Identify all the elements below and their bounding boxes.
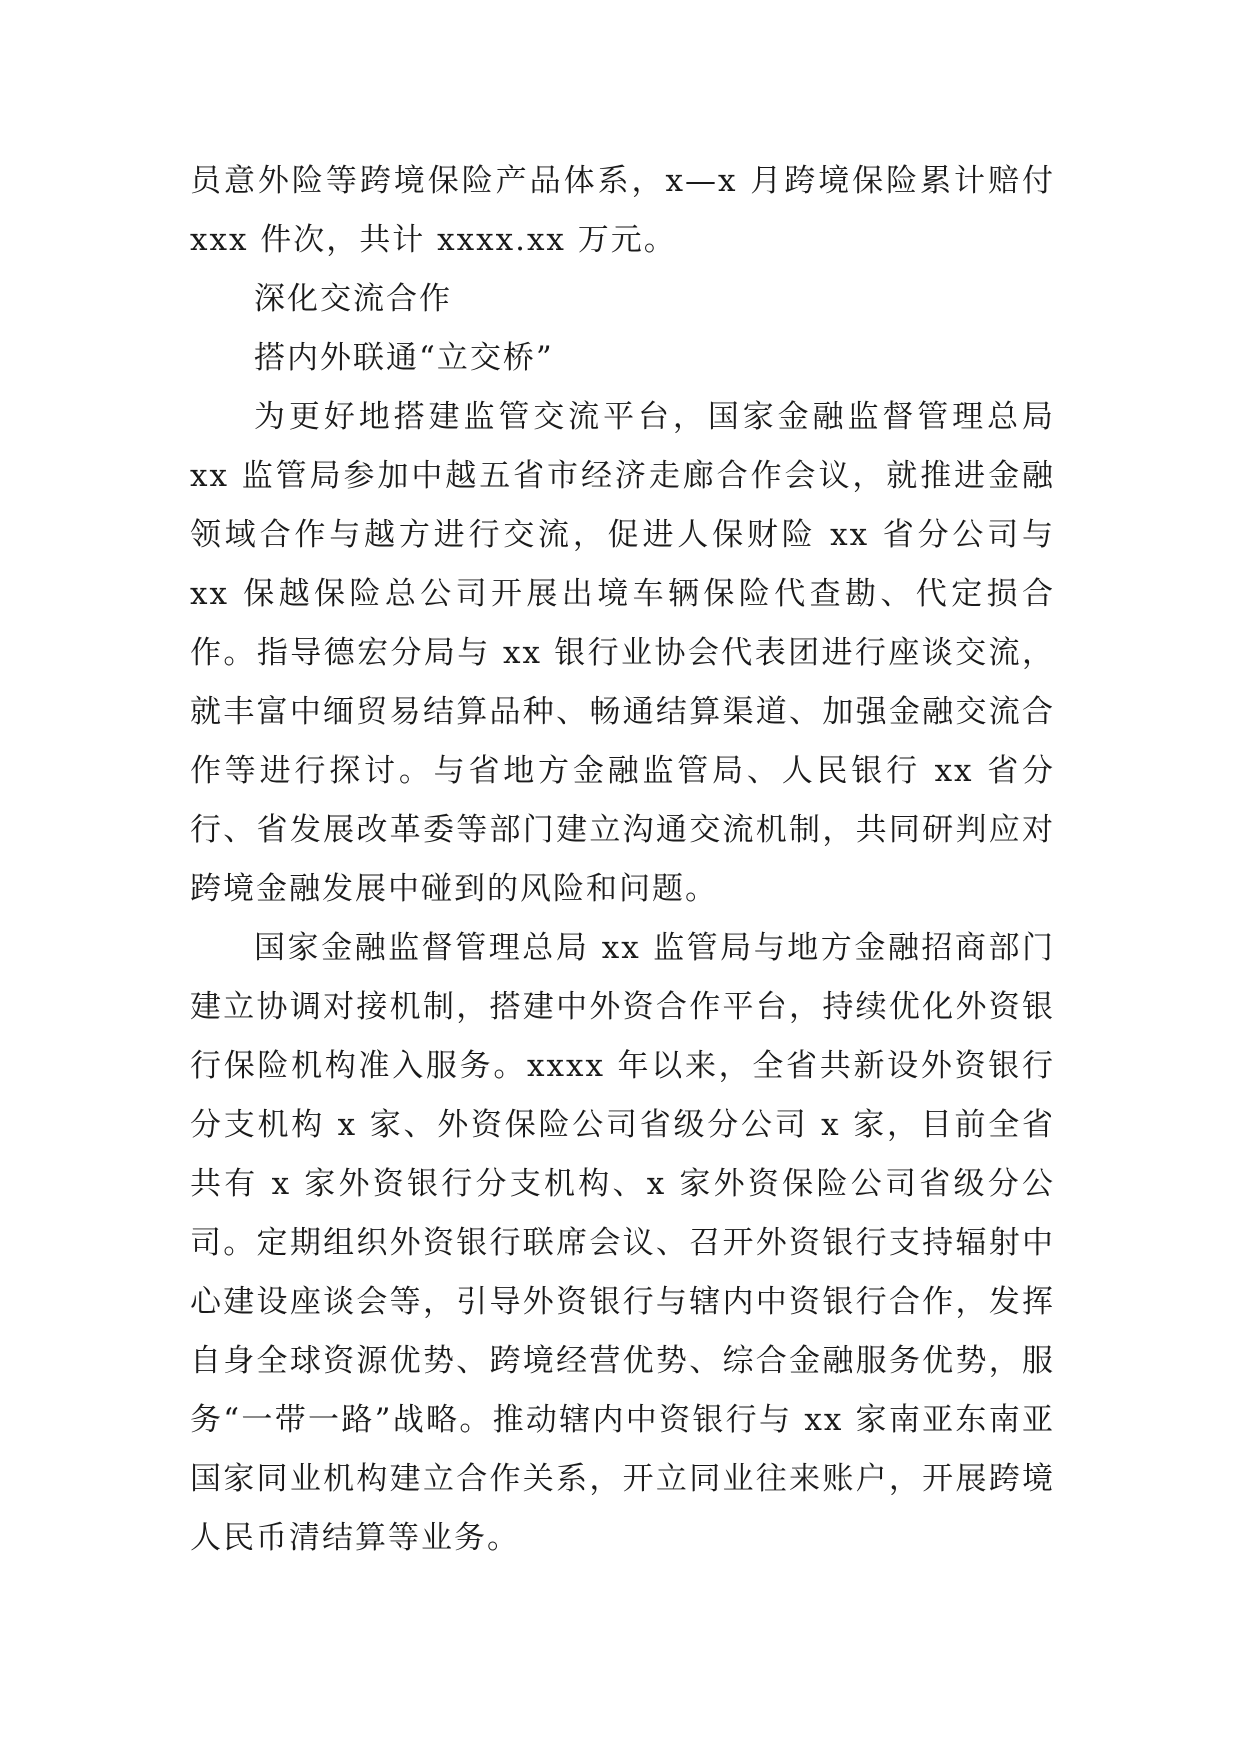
section-heading: 深化交流合作 (254, 281, 452, 317)
paragraph-exchange-platform: 为更好地搭建监管交流平台，国家金融监督管理总局 xx 监管局参加中越五省市经济走廊合作会议，就推进金融领域合作与越方进行交流，促进人保财险 xx 省分公司与 xx 保越保险总公司开展出境车辆保险代查勘、代定损合作。指导德宏分局与 xx 银行业协会代表团进行座谈交流，就丰富中缅贸易结算品种、畅通结算渠道、加强金融交流合作等进行探讨。与省地方金融监管局、人民银行 xx 省分行、省发展改革委等部门建立沟通交流机制，共同研判应对跨境金融发展中碰到的风险和问题。 (190, 399, 1055, 907)
section-subheading: 搭内外联通“立交桥” (254, 340, 554, 376)
paragraph-continuation: 员意外险等跨境保险产品体系，x—x 月跨境保险累计赔付 xxx 件次，共计 xxxx.xx 万元。 (190, 163, 1055, 258)
document-page (190, 152, 1055, 1568)
paragraph-foreign-cooperation: 国家金融监督管理总局 xx 监管局与地方金融招商部门建立协调对接机制，搭建中外资合作平台，持续优化外资银行保险机构准入服务。xxxx 年以来，全省共新设外资银行分支机构 x 家、外资保险公司省级分公司 x 家，目前全省共有 x 家外资银行分支机构、x 家外资保险公司省级分公司。定期组织外资银行联席会议、召开外资银行支持辐射中心建设座谈会等，引导外资银行与辖内中资银行合作，发挥自身全球资源优势、跨境经营优势、综合金融服务优势，服务“一带一路”战略。推动辖内中资银行与 xx 家南亚东南亚国家同业机构建立合作关系，开立同业往来账户，开展跨境人民币清结算等业务。 (190, 930, 1055, 1556)
